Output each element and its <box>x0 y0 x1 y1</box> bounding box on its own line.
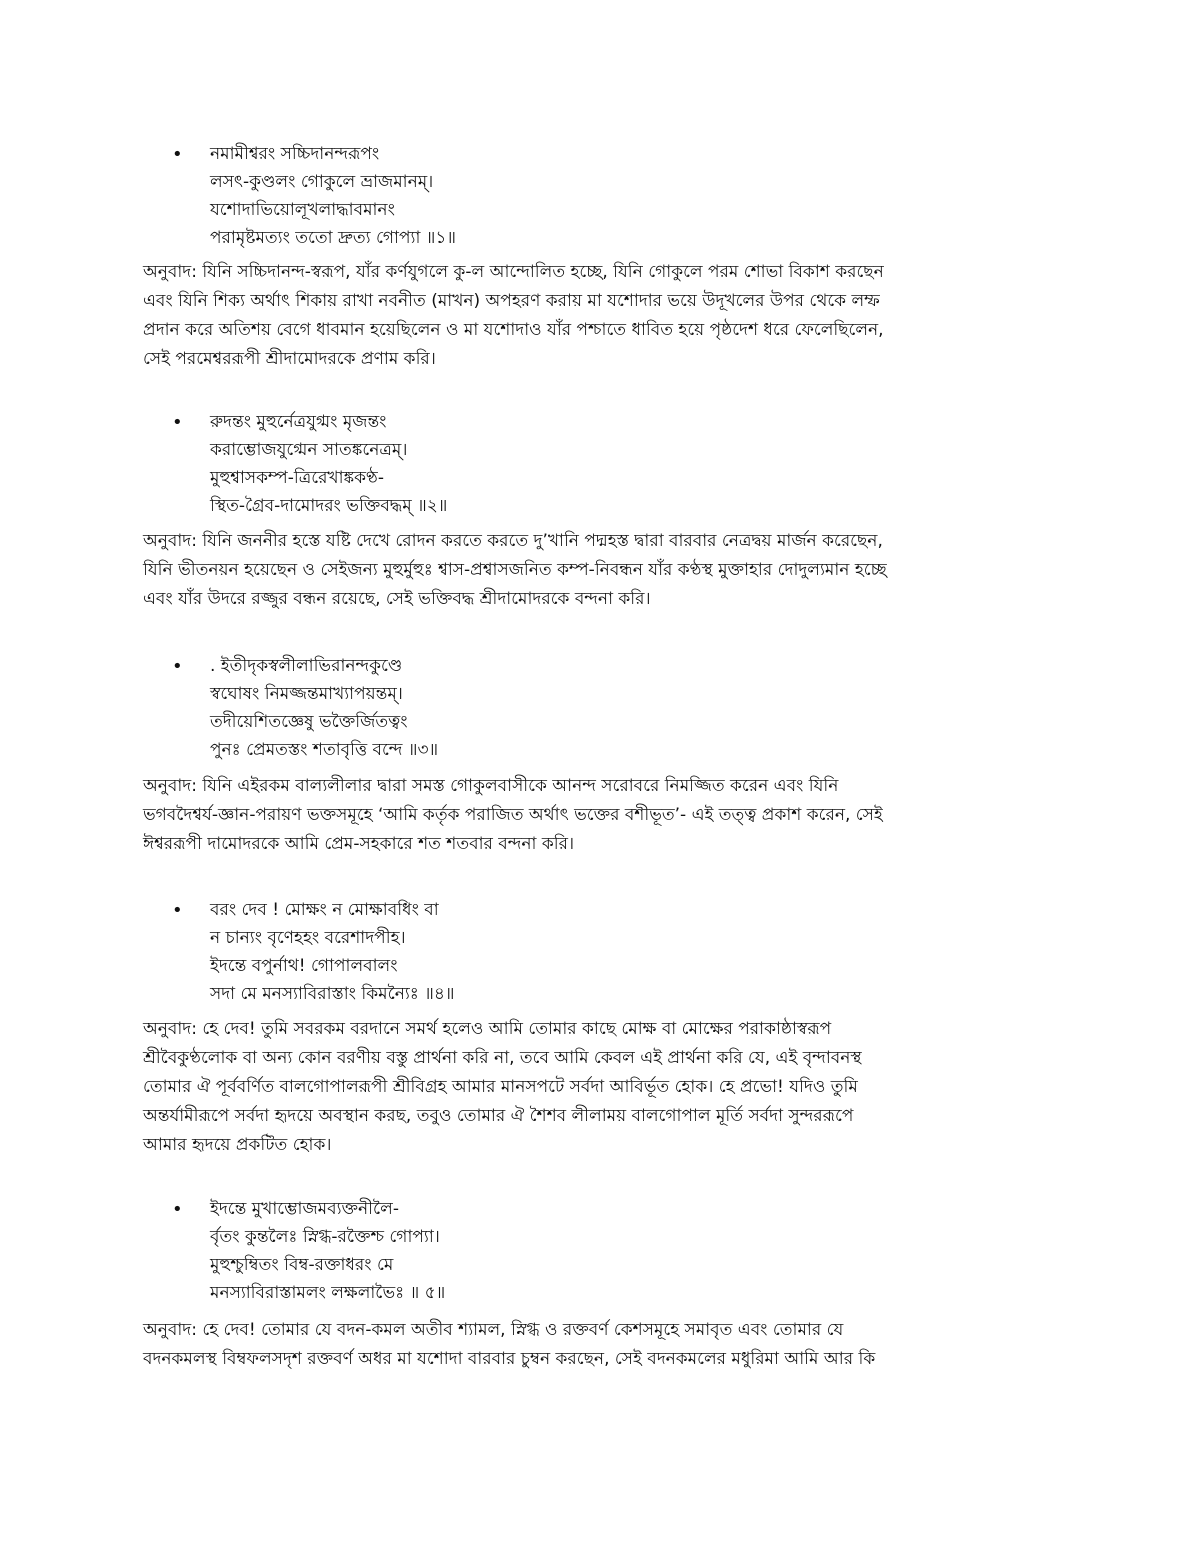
translation-line: সেই পরমেশ্বররূপী শ্রীদামোদরকে প্রণাম করি। <box>143 349 436 369</box>
translation-line: আমার হৃদয়ে প্রকটিত হোক। <box>143 1135 332 1155</box>
translation-paragraph-5 <box>143 1316 1043 1374</box>
verse-line: . ইতীদৃকস্বলীলাভিরানন্দকুণ্ডে <box>210 656 403 676</box>
translation-line: বদনকমলস্থ বিম্বফলসদৃশ রক্তবর্ণ অধর মা যশোদা বারবার চুম্বন করছেন, সেই বদনকমলের মধুরিমা আমি আর কি <box>143 1349 876 1369</box>
verse-text <box>210 896 455 1008</box>
translation-line: অন্তর্যামীরূপে সর্বদা হৃদয়ে অবস্থান করছ, তবুও তোমার ঐ শৈশব লীলাময় বালগোপাল মূর্তি সর্বদা সুন্দররূপে <box>143 1106 854 1126</box>
translation-line: এবং যিনি শিক্য অর্থাৎ শিকায় রাখা নবনীত (মাখন) অপহরণ করায় মা যশোদার ভয়ে উদূখলের উপর থেকে লম্ফ <box>143 291 880 311</box>
verse-line: রুদন্তং মুহুর্নেত্রযুগ্মং মৃজন্তং <box>210 412 387 432</box>
translation-line: শ্রীবৈকুণ্ঠলোক বা অন্য কোন বরণীয় বস্তু প্রার্থনা করি না, তবে আমি কেবল এই প্রার্থনা করি যে, এই বৃন্দাবনস্থ <box>143 1048 862 1068</box>
verse-text <box>210 140 456 252</box>
verse-line: মনস্যাবিরাস্তামলং লক্ষলাভৈঃ ॥ ৫॥ <box>210 1283 446 1303</box>
translation-line: ঈশ্বররূপী দামোদরকে আমি প্রেম-সহকারে শত শতবার বন্দনা করি। <box>143 834 575 854</box>
verse-line: ন চান্যং বৃণেহহং বরেশাদপীহ। <box>210 928 406 948</box>
verse-line: বরং দেব ! মোক্ষং ন মোক্ষাবধিং বা <box>210 900 439 920</box>
verse-line: সদা মে মনস্যাবিরাস্তাং কিমন্যৈঃ ॥৪॥ <box>210 984 455 1004</box>
verse-line: মুহুশ্চুম্বিতং বিম্ব-রক্তাধরং মে <box>210 1255 394 1275</box>
translation-line: অনুবাদ: হে দেব! তুমি সবরকম বরদানে সমর্থ হলেও আমি তোমার কাছে মোক্ষ বা মোক্ষের পরাকাষ্ঠাস্বরূপ <box>143 1019 832 1039</box>
translation-line: ভগবদৈশ্বর্য-জ্ঞান-পরায়ণ ভক্তসমূহে ‘আমি কর্তৃক পরাজিত অর্থাৎ ভক্তের বশীভূত’- এই তত্ত্ব প্রকাশ করেন, সেই <box>143 805 883 825</box>
bullet-point: • <box>172 144 183 165</box>
bullet-point: • <box>172 1199 183 1220</box>
verse-line: র্বৃতং কুন্তলৈঃ স্নিগ্ধ-রক্তৈশ্চ গোপ্যা। <box>210 1227 440 1247</box>
bullet-point: • <box>172 900 183 921</box>
verse-line: পুনঃ প্রেমতস্তং শতাবৃত্তি বন্দে ॥৩॥ <box>210 740 439 760</box>
verse-line: লসৎ-কুণ্ডলং গোকুলে ভ্রাজমানম্‌। <box>210 172 434 192</box>
translation-paragraph-2 <box>143 527 1043 614</box>
translation-line: তোমার ঐ পূর্ববর্ণিত বালগোপালরূপী শ্রীবিগ্রহ আমার মানসপটে সর্বদা আবির্ভূত হোক। হে প্রভো! যদিও তুমি <box>143 1077 858 1097</box>
translation-paragraph-3 <box>143 772 1043 859</box>
verse-line: নমামীশ্বরং সচ্চিদানন্দরূপং <box>210 144 380 164</box>
translation-line: অনুবাদ: যিনি সচ্চিদানন্দ-স্বরূপ, যাঁর কর্ণযুগলে কু-ল আন্দোলিত হচ্ছে, যিনি গোকুলে পরম শোভা বিকাশ করছেন <box>143 262 884 282</box>
translation-paragraph-4 <box>143 1015 1043 1160</box>
translation-line: অনুবাদ: যিনি জননীর হস্তে যষ্টি দেখে রোদন করতে করতে দু’খানি পদ্মহস্ত দ্বারা বারবার নেত্রদ্বয় মার্জন করেছেন, <box>143 531 883 551</box>
verse-line: স্বঘোষং নিমজ্জন্তমাখ্যাপয়ন্তম্‌। <box>210 684 403 704</box>
bullet-point: • <box>172 412 183 433</box>
verse-line: মুহুশ্বাসকম্প-ত্রিরেখাঙ্ককণ্ঠ- <box>210 468 384 488</box>
verse-line: পরামৃষ্টমত্যং ততো দ্রুত্য গোপ্যা ॥১॥ <box>210 228 457 248</box>
translation-paragraph-1 <box>143 258 1043 374</box>
translation-line: যিনি ভীতনয়ন হয়েছেন ও সেইজন্য মুহুর্মুহুঃ শ্বাস-প্রশ্বাসজনিত কম্প-নিবন্ধন যাঁর কণ্ঠস্থ মুক্তাহার দোদুল্যমান হচ্ছে <box>143 560 887 580</box>
verse-line: করাম্ভোজযুগ্মেন সাতঙ্কনেত্রম্‌। <box>210 440 408 460</box>
verse-text <box>210 1195 445 1307</box>
verse-text <box>210 652 438 764</box>
verse-line: স্থিত-গ্রৈব-দামোদরং ভক্তিবদ্ধম্‌ ॥২॥ <box>210 496 448 516</box>
verse-text <box>210 408 447 520</box>
translation-line: অনুবাদ: হে দেব! তোমার যে বদন-কমল অতীব শ্যামল, স্নিগ্ধ ও রক্তবর্ণ কেশসমূহে সমাবৃত এবং তোমার যে <box>143 1320 844 1340</box>
translation-line: অনুবাদ: যিনি এইরকম বাল্যলীলার দ্বারা সমস্ত গোকুলবাসীকে আনন্দ সরোবরে নিমজ্জিত করেন এবং যিনি <box>143 776 839 796</box>
bullet-point: • <box>172 656 183 677</box>
translation-line: প্রদান করে অতিশয় বেগে ধাবমান হয়েছিলেন ও মা যশোদাও যাঁর পশ্চাতে ধাবিত হয়ে পৃষ্ঠদেশ ধরে ফেলেছিলেন, <box>143 320 884 340</box>
verse-line: ইদন্তে মুখাম্ভোজমব্যক্তনীলৈ- <box>210 1199 399 1219</box>
verse-line: যশোদাভিয়োলূখলাদ্ধাবমানং <box>210 200 395 220</box>
verse-line: ইদন্তে বপুর্নাথ! গোপালবালং <box>210 956 398 976</box>
verse-line: তদীয়েশিতজ্ঞেষু ভক্তৈর্জিতত্বং <box>210 712 408 732</box>
translation-line: এবং যাঁর উদরে রজ্জুর বন্ধন রয়েছে, সেই ভক্তিবদ্ধ শ্রীদামোদরকে বন্দনা করি। <box>143 589 651 609</box>
